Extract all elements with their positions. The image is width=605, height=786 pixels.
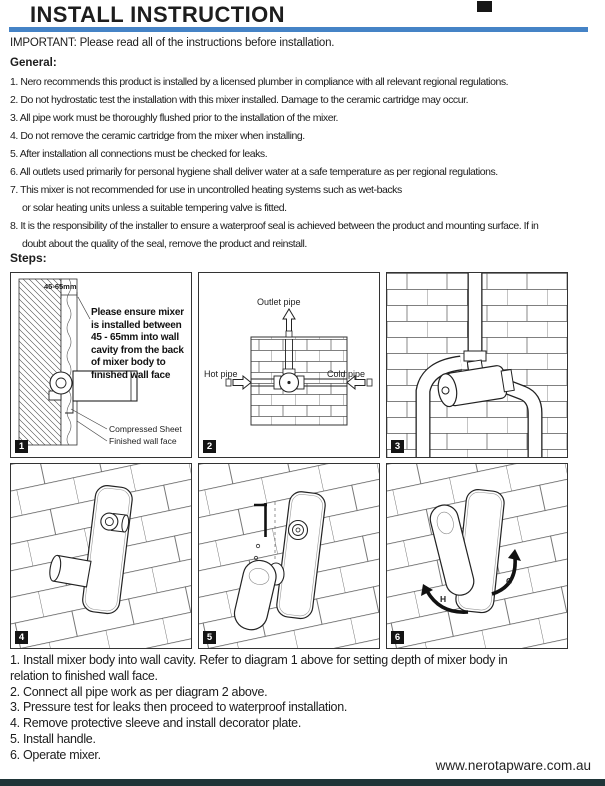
compressed-sheet-strip [61,279,77,445]
compressed-sheet-label: Compressed Sheet [109,424,182,434]
diagram-2-number: 2 [203,440,216,453]
general-item: or solar heating units unless a suitable tempering valve is fitted. [22,202,287,214]
handle-install-figure [199,464,379,648]
steps-list [10,653,585,764]
step-item: 2. Connect all pipe work as per diagram 2 above. [10,684,268,699]
step-item: 1. Install mixer body into wall cavity. Refer to diagram 1 above for setting depth of mixer body in [10,653,508,667]
step-item: 6. Operate mixer. [10,747,101,762]
diagram-1-number: 1 [15,440,28,453]
mixer-operation-figure [387,464,567,648]
step-item: 3. Pressure test for leaks then proceed to waterproof installation. [10,700,348,715]
diagram-6-number: 6 [391,631,404,644]
install-depth-note: Please ensure mixer is installed between 45 - 65mm into wall cavity from the back of mixer body to finished wall face [91,307,184,381]
diagram-3-number: 3 [391,440,404,453]
hot-pipe-label: Hot pipe [204,369,238,379]
diagram-1 [10,272,192,458]
mixer-valve [274,373,304,392]
diagram-3 [386,272,568,458]
page-title: INSTALL INSTRUCTION [30,2,285,27]
general-item: 3. All pipe work must be thoroughly flushed prior to the installation of the mixer. [10,112,339,124]
cold-direction-label: C [506,576,513,586]
dimension-label: 45-65mm [44,282,77,291]
title-underline [9,27,588,32]
footer-bar [0,779,605,786]
general-item: 2. Do not hydrostatic test the installation with this mixer installed. Damage to the ceramic cartridge may occur. [10,94,469,106]
general-list [10,73,600,253]
outlet-pipe-label: Outlet pipe [257,297,301,307]
general-item: 6. All outlets used primarily for personal hygiene shall deliver water at a safe temperature as per regional regulations. [10,166,498,178]
website-url: www.nerotapware.com.au [435,758,591,773]
corner-mark [477,1,492,12]
cold-pipe-label: Cold pipe [327,369,366,379]
diagram-5-number: 5 [203,631,216,644]
step-item: 5. Install handle. [10,731,96,746]
general-item: 4. Do not remove the ceramic cartridge from the mixer when installing. [10,130,305,142]
general-item: 1. Nero recommends this product is installed by a licensed plumber in compliance with all relevant regional regulations. [10,76,509,88]
general-item: 5. After installation all connections must be checked for leaks. [10,148,268,160]
step-item: 4. Remove protective sleeve and install decorator plate. [10,716,302,731]
decorator-plate-figure [11,464,191,648]
up-arrow-icon [283,309,295,333]
finished-wall-label: Finished wall face [109,436,177,446]
spindle [289,521,308,540]
general-item: 7. This mixer is not recommended for use in uncontrolled heating systems such as wet-backs [10,184,402,196]
important-note: IMPORTANT: Please read all of the instructions before installation. [10,37,335,49]
steps-heading: Steps: [10,251,47,265]
general-heading: General: [10,57,57,69]
step-item: relation to finished wall face. [10,668,158,683]
hot-direction-label: H [440,594,447,604]
general-item: 8. It is the responsibility of the installer to ensure a waterproof seal is achieved between the product and mounting surface. If in [10,220,539,232]
diagram-4-number: 4 [15,631,28,644]
general-item: doubt about the quality of the seal, remove the product and reinstall. [22,238,307,250]
diagram-5 [198,463,380,649]
diagram-4 [10,463,192,649]
diagram-2 [198,272,380,458]
diagram-6 [386,463,568,649]
hatched-wall [19,279,61,445]
mixer-pipes-figure [387,273,567,457]
